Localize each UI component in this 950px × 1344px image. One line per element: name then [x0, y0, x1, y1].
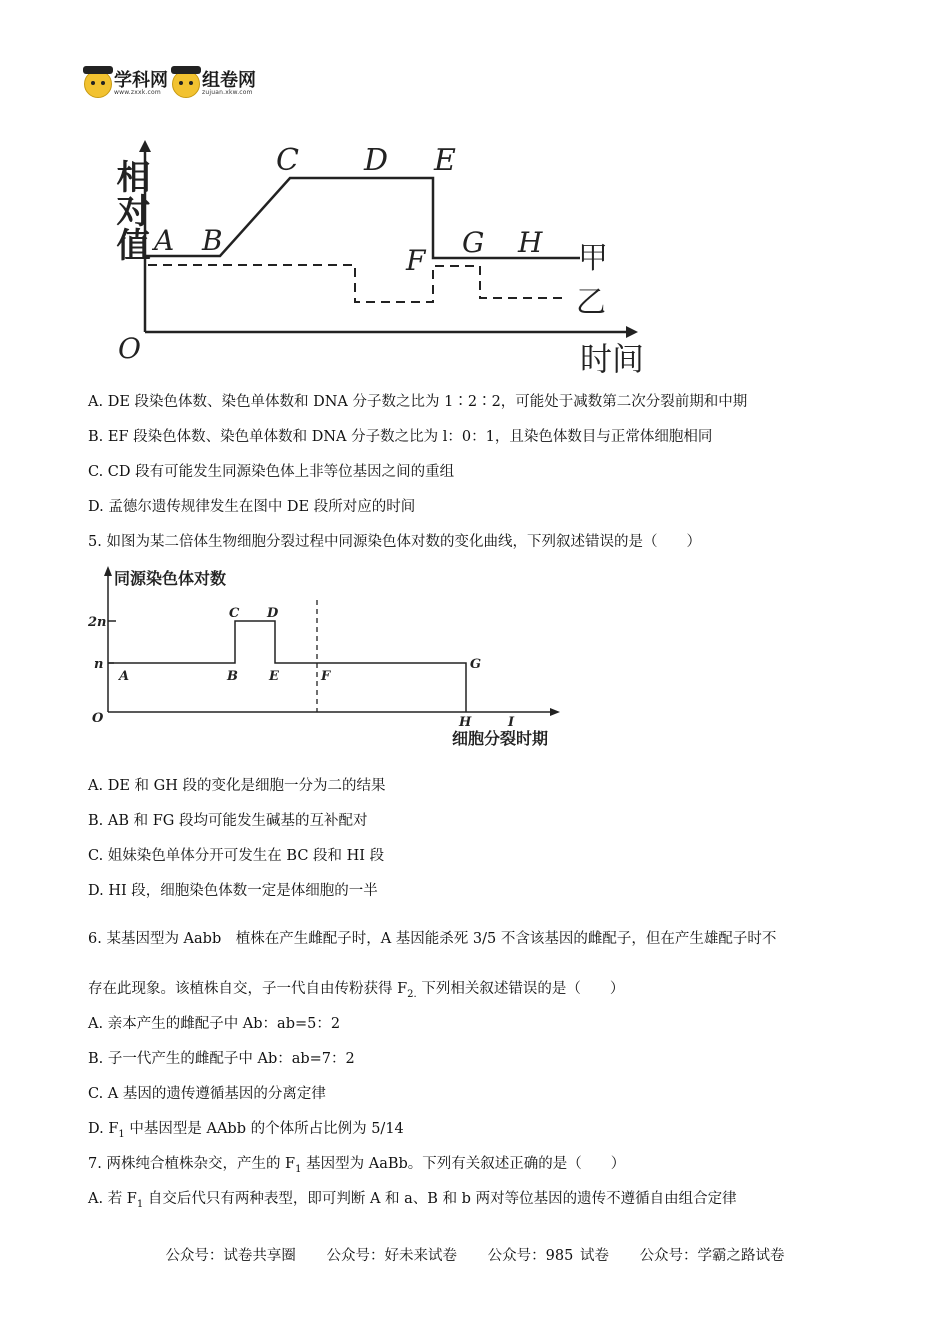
point-label: C [276, 143, 299, 178]
q6-stem-line1: 6. 某基因型为 Aabb 植株在产生雌配子时，A 基因能杀死 3/5 不含该基因的雌配子，但在产生雄配子时不 [88, 931, 777, 947]
q6-option-b: B. 子一代产生的雌配子中 Ab：ab=7：2 [88, 1051, 355, 1067]
q7-option-a: A. 若 $F_1$ 自交后代只有两种表型，即可判断 A 和 a、B 和 b 两对等位基因的遗传不遵循自由组合定律 [88, 1191, 737, 1210]
point-label: C [229, 606, 240, 621]
footer-item: 公众号：985 试卷 [487, 1248, 609, 1264]
y-axis-label: 相对值 [110, 159, 150, 261]
y-tick-2n: 2n [88, 615, 107, 630]
logo-zxxk [84, 70, 168, 98]
pairs-line [108, 621, 466, 712]
point-label: A [119, 669, 130, 684]
q4-option-d: D. 孟德尔遗传规律发生在图中 DE 段所对应的时间 [88, 499, 416, 515]
series-yi-label: 乙 [576, 285, 606, 320]
point-label: D [267, 606, 279, 621]
footer [0, 1244, 950, 1265]
point-label: F [406, 244, 426, 277]
x-axis-arrow [550, 708, 560, 716]
series-yi-line [148, 265, 568, 302]
logo-name: 组卷网 [202, 70, 256, 91]
origin-label: O [92, 711, 104, 726]
x-axis-label: 细胞分裂时期 [452, 729, 549, 748]
q5-option-d: D. HI 段，细胞染色体数一定是体细胞的一半 [88, 883, 378, 899]
origin-label: O [118, 332, 141, 365]
mascot-icon [84, 70, 112, 98]
y-axis-label: 同源染色体对数 [114, 569, 227, 588]
y-axis-arrow [104, 566, 112, 576]
q5-stem: 5. 如图为某二倍体生物细胞分裂过程中同源染色体对数的变化曲线，下列叙述错误的是（ ） [88, 534, 701, 550]
footer-item: 公众号：试卷共享圈 [165, 1248, 296, 1264]
q5-option-c: C. 姐妹染色单体分开可发生在 BC 段和 HI 段 [88, 848, 385, 864]
figure-2-chart [86, 560, 576, 760]
logo-url: www.zxxk.com [114, 89, 161, 96]
q6-option-d: D. $F_1$ 中基因型是 AAbb 的个体所占比例为 5/14 [88, 1121, 404, 1140]
q4-option-c: C. CD 段有可能发生同源染色体上非等位基因之间的重组 [88, 464, 455, 480]
point-label: H [459, 715, 472, 730]
y-tick-n: n [94, 657, 104, 672]
point-label: H [518, 226, 543, 259]
q5-option-a: A. DE 和 GH 段的变化是细胞一分为二的结果 [88, 778, 386, 794]
point-label: G [470, 657, 482, 672]
footer-item: 公众号：好未来试卷 [326, 1248, 458, 1264]
logo-zujuan [172, 70, 256, 98]
q4-option-a: A. DE 段染色体数、染色单体数和 DNA 分子数之比为 1∶2∶2，可能处于减数第二次分裂前期和中期 [88, 394, 748, 410]
y-axis-arrow [139, 140, 151, 152]
q7-stem: 7. 两株纯合植株杂交，产生的 $F_1$ 基因型为 AaBb。下列有关叙述正确的是（ ） [88, 1156, 626, 1175]
point-label: D [364, 143, 389, 178]
q5-option-b: B. AB 和 FG 段均可能发生碱基的互补配对 [88, 813, 368, 829]
series-jia-label: 甲 [578, 241, 608, 276]
x-axis-arrow [626, 326, 638, 338]
q6-stem-line2: 存在此现象。该植株自交，子一代自由传粉获得 $F_{2.}$ 下列相关叙述错误的是（ ） [88, 981, 625, 1000]
q6-option-c: C. A 基因的遗传遵循基因的分离定律 [88, 1086, 326, 1102]
point-label: G [462, 226, 485, 259]
logo-url: zujuan.xkw.com [202, 89, 253, 96]
point-label: A [154, 224, 175, 257]
figure-1-chart [90, 130, 660, 380]
point-label: B [202, 224, 223, 257]
header-logo [84, 70, 256, 98]
q6-option-a: A. 亲本产生的雌配子中 Ab：ab=5：2 [88, 1016, 341, 1032]
point-label: B [227, 669, 238, 684]
point-label: I [508, 715, 515, 730]
point-label: F [321, 669, 331, 684]
x-axis-label: 时间 [580, 340, 645, 378]
logo-name: 学科网 [114, 70, 168, 91]
point-label: E [434, 143, 456, 178]
q4-option-b: B. EF 段染色体数、染色单体数和 DNA 分子数之比为 l：0：1，且染色体数目与正常体细胞相同 [88, 429, 713, 445]
point-label: E [269, 669, 279, 684]
mascot-icon [172, 70, 200, 98]
footer-item: 公众号：学霸之路试卷 [639, 1248, 785, 1264]
